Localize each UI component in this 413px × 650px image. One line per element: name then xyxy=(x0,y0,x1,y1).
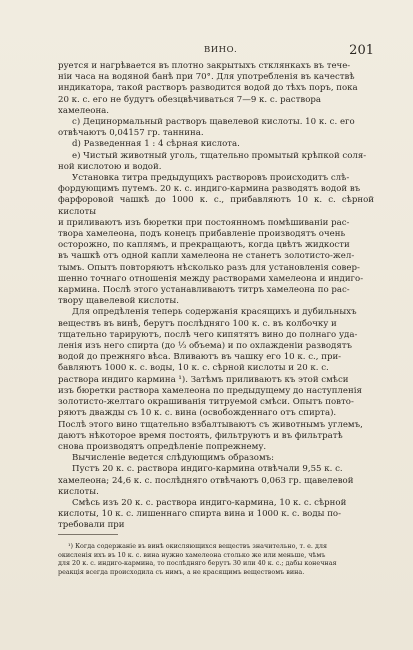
footnote xyxy=(58,542,374,576)
page-header xyxy=(58,43,374,57)
footnote-text: ¹) Когда содержаніе въ винѣ окисляющихся веществъ значительно, т. е. для окисленія ихъ въ 10 к. с. вина нужно хамелеона столько же или меньше, чѣмъ для 20 к. с. индиго-кармина, то послѣдняго берутъ 30 или 40 к. с.; дабы конечная реакція всегда происходила съ нимъ, а не красящимъ веществомъ вина. xyxy=(58,542,337,576)
paragraph-item-e: e) Чистый животный уголь, тщательно промытый крѣпкой соля- ной кислотою и водой. xyxy=(58,150,367,172)
paragraph-example-2: Смѣсь изъ 20 к. с. раствора индиго-кармина, 10 к. с. сѣрной кислоты, 10 к. с. лишеннаго спирта вина и 1000 к. с. воды по- требовали при xyxy=(58,497,347,531)
paragraph-determination: Для опредѣленія теперь содержанія красящихъ и дубильныхъ веществъ въ винѣ, берутъ послѣдняго 100 к. с. въ колбочку и тщательно тарируютъ, послѣ чего кипятятъ вино до полнаго уда- ленія изъ него спирта (до ⅓ объема) и по охлажденіи разводятъ водой до прежняго вѣса. Вливаютъ въ чашку его 10 к. с., при- бавляютъ 1000 к. с. воды, 10 к. с. сѣрной кислоты и 20 к. с. раствора индиго кармина ¹). Затѣмъ приливаютъ къ этой смѣси изъ бюретки раствора хамелеона по предыдущему до наступленія золотисто-желтаго окрашиванія титруемой смѣси. Опытъ повто- ряютъ дважды съ 10 к. с. вина (освобожденнаго отъ спирта). Послѣ этого вино тщательно взбалтываютъ съ животнымъ углемъ, даютъ нѣкоторое время постоять, фильтруютъ и въ фильтратѣ снова производятъ опредѣленіе попрежнему. xyxy=(58,307,363,452)
running-title: ВИНО. xyxy=(204,45,238,55)
paragraph-titer-setup: Установка титра предыдущихъ растворовъ происходитъ слѣ- фордующимъ путемъ. 20 к. с. индиго-кармина разводятъ водой въ фарфоровой чашкѣ до 1000 к. с., прибавляютъ 10 к. с. сѣрной кислоты и приливаютъ изъ бюретки при постоянномъ помѣшиваніи рас- твора хамелеона, подъ конецъ прибавленіе производятъ очень осторожно, по каплямъ, и прекращаютъ, когда цвѣтъ жидкости въ чашкѣ отъ одной капли хамелеона не станетъ золотисто-жел- тымъ. Опытъ повторяютъ нѣсколько разъ для установленія совер- шенно точнаго отношенія между растворами хамелеона и индиго- кармина. Послѣ этого устанавливаютъ титръ хамелеона по рас- твору щавелевой кислоты. xyxy=(58,173,374,307)
body-text xyxy=(58,61,374,532)
paragraph-item-d: d) Разведенная 1 : 4 сѣрная кислота. xyxy=(72,139,240,150)
paragraph-example-1: Пустъ 20 к. с. раствора индиго-кармина отвѣчали 9,55 к. с. хамелеона; 24,6 к. с. послѣдняго отвѣчаютъ 0,063 гр. щавелевой кислоты. xyxy=(58,464,354,497)
paragraph-item-c: c) Децинормальный растворъ щавелевой кислоты. 10 к. с. его отвѣчаютъ 0,04157 гр. таннина. xyxy=(58,117,355,139)
paragraph-calculation-intro: Вычисленіе ведется слѣдующимъ образомъ: xyxy=(72,453,275,464)
footnote-divider xyxy=(58,534,118,535)
paragraph-continuation: руется и нагрѣвается въ плотно закрытыхъ стклянкахъ въ тече- ніи часа на водяной банѣ при 70°. Для употребленія въ качествѣ индикатора, такой растворъ разводится водой до тѣхъ поръ, пока 20 к. с. его не будутъ обезцвѣчиваться 7—9 к. с. раствора хамелеона. xyxy=(58,61,358,116)
page-number: 201 xyxy=(349,43,374,58)
